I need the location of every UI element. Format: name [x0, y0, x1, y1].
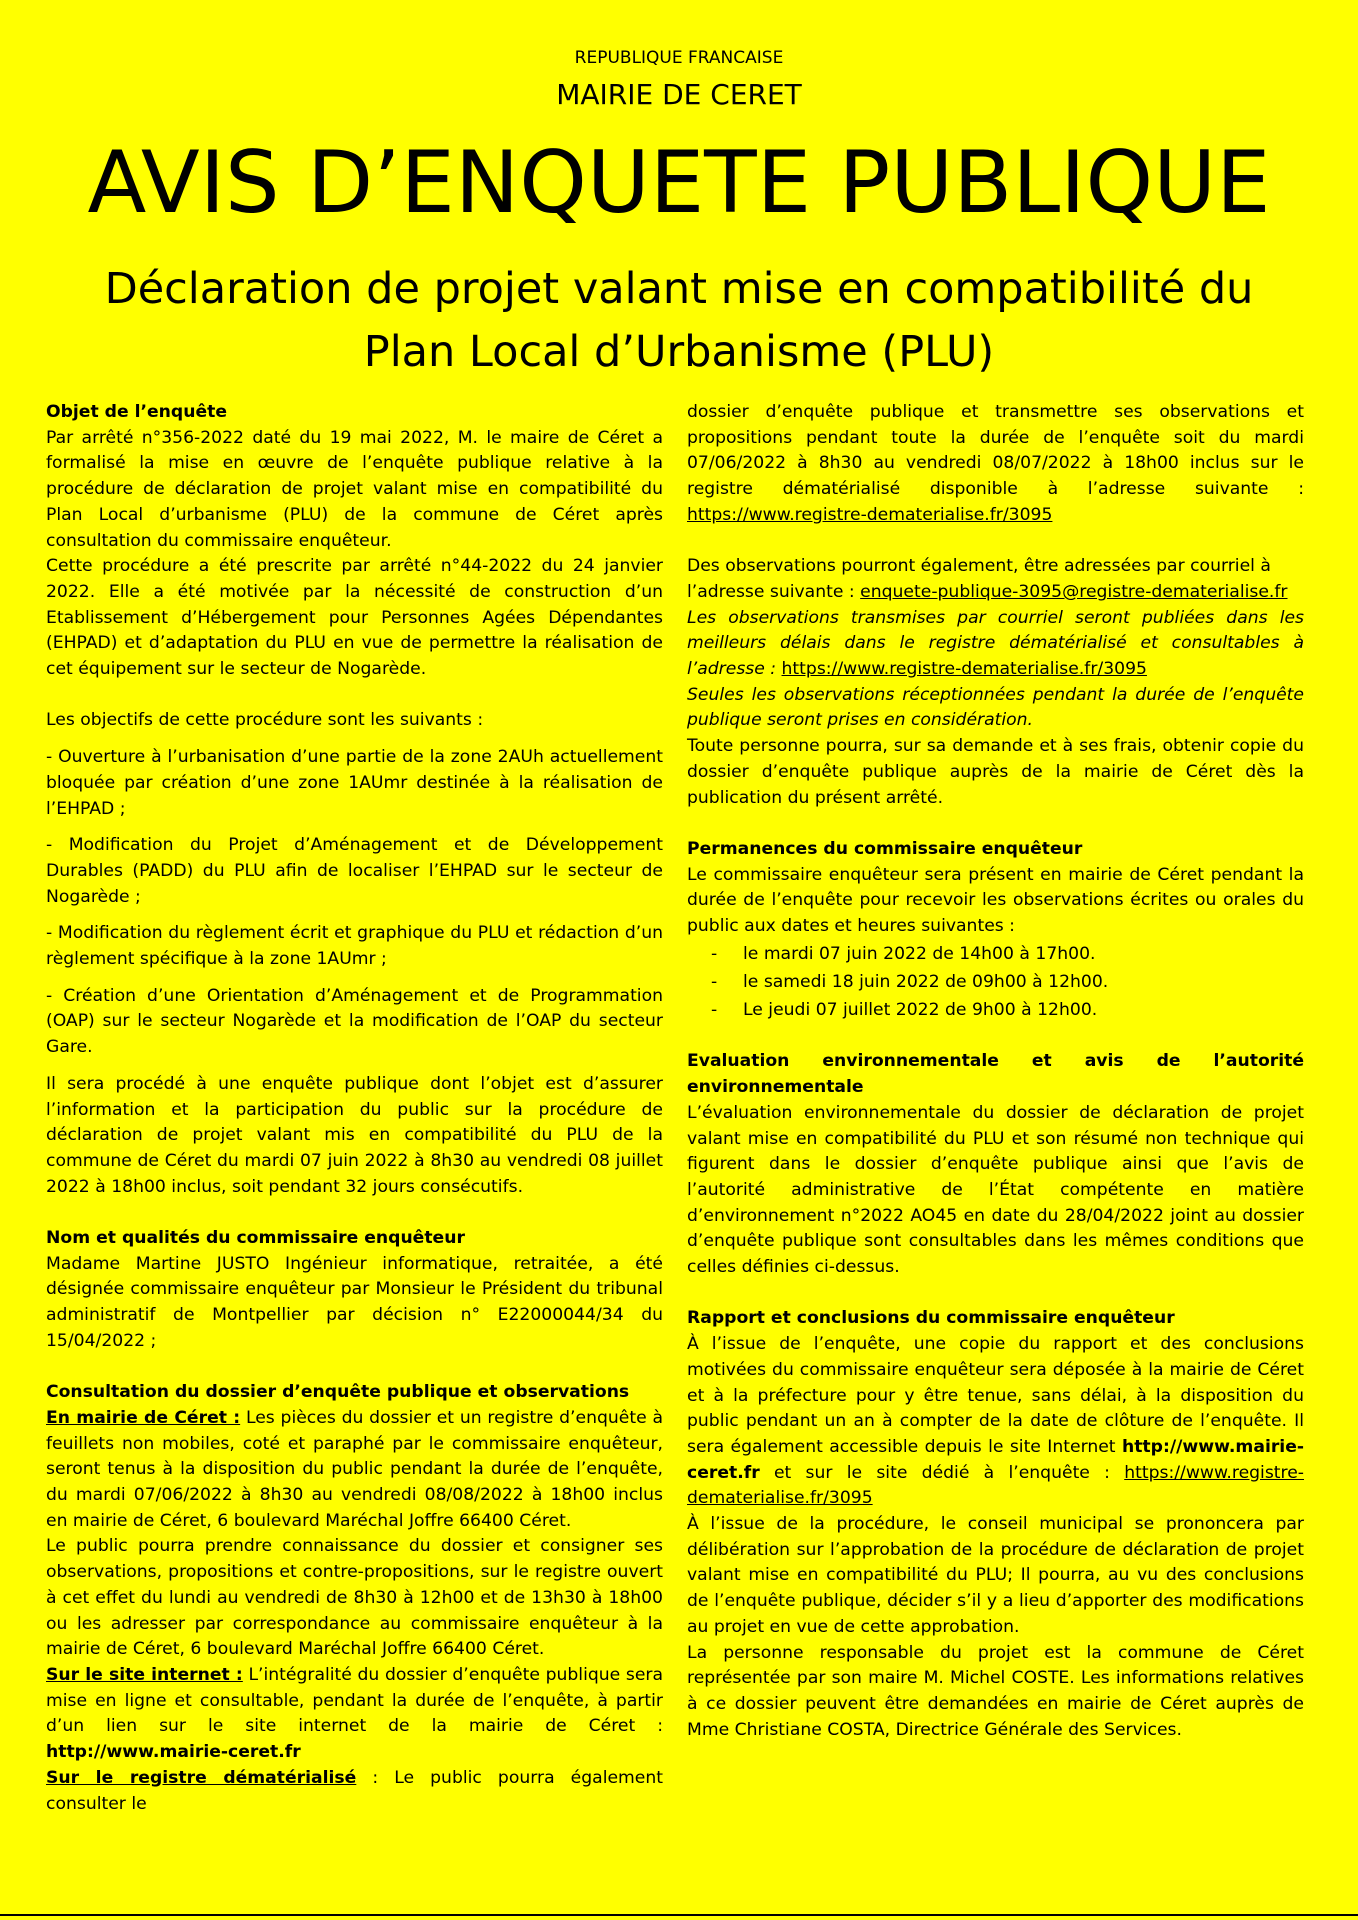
- page-subtitle: [60, 258, 1298, 384]
- rapport-site-link[interactable]: http://www.mairie-ceret.fr: [687, 1436, 1304, 1483]
- rapport-heading: Rapport et conclusions du commissaire enquêteur: [687, 1308, 1175, 1329]
- objet-paragraph-1: Par arrêté n°356-2022 daté du 19 mai 2022, M. le maire de Céret a formalisé la mise en œuvre de l’enquête publique relative à la procédure de déclaration de projet valant mise en compatibilité du Plan Local d’urbanisme (PLU) de la commune de Céret après consultation du commissaire enquêteur.: [46, 427, 663, 551]
- courriel-email-link[interactable]: enquete-publique-3095@registre-dematerialise.fr: [860, 581, 1288, 602]
- italic-paragraph-1: [687, 606, 1304, 683]
- rapport-text-1: À l’issue de l’enquête, une copie du rapport et des conclusions motivées du commissaire enquêteur sera déposée à la mairie de Céret et à la préfecture pour y être tenue, sans délai, à la disposition du public pendant un an à compter de la date de clôture de l’enquête. Il sera également accessible depuis le site Internet: [687, 1334, 1304, 1457]
- eval-heading: Evaluation environnementale et avis de l’autorité environnementale: [687, 1051, 1304, 1098]
- objectif-item: - Création d’une Orientation d’Aménagement et de Programmation (OAP) sur le secteur Nogarède et la modification de l’OAP du secteur Gare.: [46, 985, 663, 1058]
- courriel-paragraph: [687, 554, 1304, 605]
- rapport-paragraph-1: [687, 1332, 1304, 1512]
- rapport-paragraph-2: À l’issue de la procédure, le conseil municipal se prononcera par délibération sur l’approbation de la procédure de déclaration de projet valant mise en compatibilité du PLU; Il pourra, au vu des conclusions de l’enquête publique, décider s’il y a lieu d’apporter des modifications au projet en vue de cette approbation.: [687, 1514, 1304, 1637]
- perm-paragraph: Le commissaire enquêteur sera présent en mairie de Céret pendant la durée de l’enquête pour recevoir les observations écrites ou orales du public aux dates et heures suivantes :: [687, 864, 1304, 937]
- mairie-paragraph: [46, 1406, 663, 1535]
- left-column: [46, 400, 663, 1817]
- republic-label: REPUBLIQUE FRANCAISE: [574, 48, 784, 68]
- public-paragraph: Le public pourra prendre connaissance du dossier et consigner ses observations, propositions et contre-propositions, sur le registre ouvert à cet effet du lundi au vendredi de 8h30 à 12h00 et de 13h30 à 18h00 ou les adresser par correspondance au commissaire enquêteur à la mairie de Céret, 6 boulevard Maréchal Joffre 66400 Céret.: [46, 1536, 663, 1660]
- perm-item: - le mardi 07 juin 2022 de 14h00 à 17h00.: [711, 940, 1304, 968]
- registre-paragraph: [46, 1766, 663, 1817]
- right-column: [687, 400, 1304, 1743]
- registre-continuation: [687, 400, 1304, 529]
- registre-label-text: Sur le registre dématérialisé: [46, 1767, 357, 1788]
- rapport-registre-link[interactable]: https://www.registre-dematerialise.fr/3095: [687, 1462, 1304, 1509]
- registre-link[interactable]: https://www.registre-dematerialise.fr/3095: [687, 504, 1053, 525]
- perm-list: [687, 940, 1304, 1024]
- objectifs-intro: Les objectifs de cette procédure sont les suivants :: [46, 710, 484, 731]
- subtitle-line-1: Déclaration de projet valant mise en compatibilité du: [104, 264, 1254, 314]
- objectif-item: - Modification du règlement écrit et graphique du PLU et rédaction d’un règlement spécifique à la zone 1AUmr ;: [46, 923, 663, 970]
- mairie-label-text: En mairie de Céret :: [46, 1407, 241, 1428]
- courriel-text: Des observations pourront également, être adressées par courriel à l’adresse suivante :: [687, 556, 1271, 602]
- nom-heading: Nom et qualités du commissaire enquêteur: [46, 1228, 465, 1249]
- mairie-text: Les pièces du dossier et un registre d’enquête à feuillets non mobiles, coté et paraphé par le commissaire enquêteur, seront tenus à la disposition du public pendant la durée de l’enquête, du mardi 07/06/2022 à 8h30 au vendredi 08/08/2022 à 18h00 inclus en mairie de Céret, 6 boulevard Maréchal Joffre 66400 Céret.: [46, 1407, 663, 1531]
- rapport-paragraph-3: La personne responsable du projet est la commune de Céret représentée par son maire M. Michel COSTE. Les informations relatives à ce dossier peuvent être demandées en mairie de Céret auprès de Mme Christiane COSTA, Directrice Générale des Services.: [687, 1642, 1304, 1740]
- perm-heading: Permanences du commissaire enquêteur: [687, 838, 1083, 859]
- registre-text: : Le public pourra également consulter le: [46, 1767, 663, 1814]
- italic-paragraph-2: Seules les observations réceptionnées pendant la durée de l’enquête publique seront prises en considération.: [687, 684, 1304, 731]
- nom-paragraph: Madame Martine JUSTO Ingénieur informatique, retraitée, a été désignée commissaire enquêteur par Monsieur le Président du tribunal administratif de Montpellier par décision n° E22000044/34 du 15/04/2022 ;: [46, 1253, 663, 1351]
- objet-paragraph-2: Cette procédure a été prescrite par arrêté n°44-2022 du 24 janvier 2022. Elle a été motivée par la nécessité de construction d’un Etablissement d’Hébergement pour Personnes Agées Dépendantes (EHPAD) et d’adaptation du PLU en vue de permettre la réalisation de cet équipement sur le secteur de Nogarède.: [46, 556, 663, 680]
- objectif-item: - Ouverture à l’urbanisation d’une partie de la zone 2AUh actuellement bloquée par création d’une zone 1AUmr destinée à la réalisation de l’EHPAD ;: [46, 747, 663, 819]
- consult-heading: Consultation du dossier d’enquête publique et observations: [46, 1382, 630, 1403]
- bottom-rule: [0, 1914, 1358, 1916]
- mairie-site-link[interactable]: http://www.mairie-ceret.fr: [46, 1742, 301, 1763]
- eval-paragraph: L’évaluation environnementale du dossier de déclaration de projet valant mise en compatibilité du PLU et son résumé non technique qui figurent dans le dossier d’enquête publique ainsi que l’avis de l’autorité administrative de l’État compétente en matière d’environnement n°2022 AO45 en date du 28/04/2022 joint au dossier d’enquête publique sont consultables dans les mêmes conditions que celles définies ci-dessus.: [687, 1102, 1304, 1278]
- objectif-item: - Modification du Projet d’Aménagement et de Développement Durables (PADD) du PLU afin de localiser l’EHPAD sur le secteur de Nogarède ;: [46, 835, 663, 907]
- copie-paragraph: Toute personne pourra, sur sa demande et à ses frais, obtenir copie du dossier d’enquête publique auprès de la mairie de Céret dès la publication du présent arrêté.: [687, 736, 1304, 808]
- page-title: AVIS D’ENQUETE PUBLIQUE: [87, 133, 1271, 233]
- subtitle-line-2: Plan Local d’Urbanisme (PLU): [363, 327, 995, 377]
- site-paragraph: [46, 1663, 663, 1766]
- rapport-text-1b: et sur le site dédié à l’enquête :: [759, 1462, 1125, 1483]
- site-label-text: Sur le site internet :: [46, 1665, 243, 1685]
- registre-cont-text: dossier d’enquête publique et transmettre ses observations et propositions pendant toute la durée de l’enquête soit du mardi 07/06/2022 à 8h30 au vendredi 08/07/2022 à 18h00 inclus sur le registre dématérialisé disponible à l’adresse suivante :: [687, 402, 1304, 500]
- perm-item: - le samedi 18 juin 2022 de 09h00 à 12h00.: [711, 968, 1304, 996]
- perm-item: - Le jeudi 07 juillet 2022 de 9h00 à 12h00.: [711, 996, 1304, 1024]
- site-text: L’intégralité du dossier d’enquête publique sera mise en ligne et consultable, pendant la durée de l’enquête, à partir d’un lien sur le site internet de la mairie de Céret :: [46, 1665, 664, 1737]
- enquete-paragraph: Il sera procédé à une enquête publique dont l’objet est d’assurer l’information et la participation du public sur la procédure de déclaration de projet valant mis en compatibilité du PLU de la commune de Céret du mardi 07 juin 2022 à 8h30 au vendredi 08 juillet 2022 à 18h00 inclus, soit pendant 32 jours consécutifs.: [46, 1073, 663, 1197]
- italic-text: Les observations transmises par courriel seront publiées dans les meilleurs délais dans le registre dématérialisé et consultables à l’adresse :: [687, 607, 1304, 680]
- italic-registre-link[interactable]: https://www.registre-dematerialise.fr/3095: [781, 659, 1147, 680]
- mairie-label: MAIRIE DE CERET: [556, 78, 802, 111]
- objet-heading: Objet de l’enquête: [46, 402, 227, 422]
